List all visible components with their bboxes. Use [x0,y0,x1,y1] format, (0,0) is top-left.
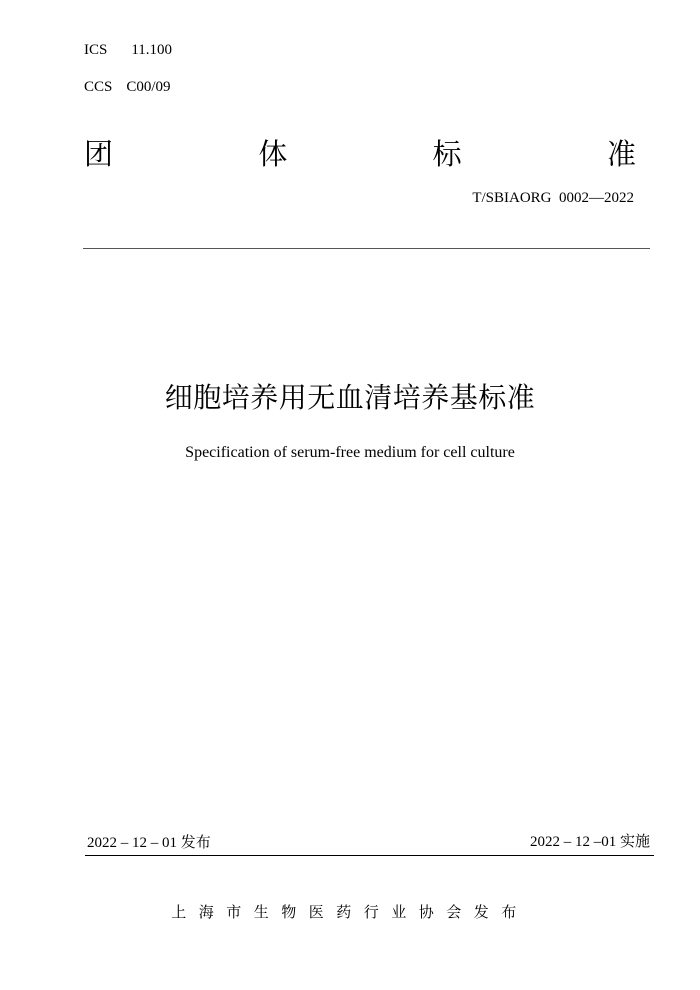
ics-classification [84,42,172,59]
publisher: 上海市生物医药行业协会发布 [171,903,529,921]
release-date-line [87,831,211,852]
ics-label: ICS [84,42,108,58]
english-title: Specification of serum-free medium for cell culture [185,444,515,461]
release-date: 2022 – 12 – 01 [87,835,177,851]
standard-number: T/SBIAORG 0002—2022 [472,190,634,206]
release-label: 发布 [180,833,211,851]
heading-char: 团 [84,137,114,171]
ccs-label: CCS [84,79,113,95]
header-divider [83,248,650,249]
heading-char: 体 [258,137,288,171]
heading-char: 准 [606,137,636,171]
chinese-title: 细胞培养用无血清培养基标准 [164,381,536,414]
ccs-classification [84,79,171,96]
footer-divider [85,855,654,856]
ics-code: 11.100 [131,42,173,58]
implementation-date-line [530,830,650,851]
ccs-code: C00/09 [126,79,171,95]
implementation-date: 2022 – 12 –01 [529,834,617,850]
group-standard-heading [84,134,636,174]
heading-char: 标 [432,137,462,171]
implementation-label: 实施 [619,832,650,850]
